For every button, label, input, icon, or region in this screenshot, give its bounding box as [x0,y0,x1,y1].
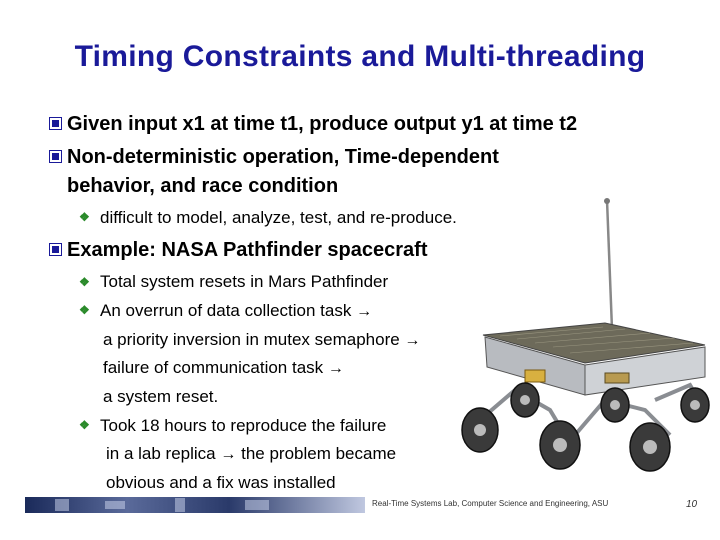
bullet-2-sub: difficult to model, analyze, test, and re-produce. [100,208,457,227]
arrow-right-icon: → [220,446,237,463]
arrow-right-icon: → [404,332,421,349]
bullet-3: Example: NASA Pathfinder spacecraft [67,239,428,261]
bullet-3-sub-3-line-3: obvious and a fix was installed [106,473,336,492]
bullet-3-sub-2-line-2-text: a priority inversion in mutex semaphore [103,330,400,349]
bullet-3-sub-2-line-4: a system reset. [103,387,219,406]
pathfinder-rover-image [455,195,715,500]
bullet-3-sub-3-line-2 [106,439,396,469]
square-bullet-icon [49,243,62,256]
check-bullet-icon: ❖ [79,210,90,224]
bullet-2-line-1: Non-deterministic operation, Time-dependent [67,146,499,168]
arrow-right-icon: → [356,303,373,320]
bullet-3-sub-2-line-1-text: An overrun of data collection task [100,301,352,320]
bullet-3-sub-3-line-1: Took 18 hours to reproduce the failure [100,416,387,435]
bullet-1: Given input x1 at time t1, produce output y1 at time t2 [67,113,578,135]
bullet-3-sub-2-line-3 [103,353,344,383]
bullet-3-sub-2-line-2 [103,325,420,355]
square-bullet-icon [49,150,62,163]
square-bullet-icon [49,117,62,130]
check-bullet-icon: ❖ [79,418,90,432]
slide-title: Timing Constraints and Multi-threading [74,40,646,73]
bullet-2-line-2: behavior, and race condition [67,175,339,197]
bullet-3-sub-3-line-2a: in a lab replica [106,444,216,463]
check-bullet-icon: ❖ [79,303,90,317]
check-bullet-icon: ❖ [79,275,90,289]
arrow-right-icon: → [327,360,344,377]
footer-decoration [25,497,365,513]
bullet-3-sub-1: Total system resets in Mars Pathfinder [100,272,389,291]
bullet-3-sub-2-line-1 [100,296,372,326]
page-number: 10 [686,499,698,510]
footer-text: Real-Time Systems Lab, Computer Science and Engineering, ASU [372,499,609,508]
bullet-3-sub-3-line-2b: the problem became [241,444,397,463]
bullet-3-sub-2-line-3-text: failure of communication task [103,358,324,377]
